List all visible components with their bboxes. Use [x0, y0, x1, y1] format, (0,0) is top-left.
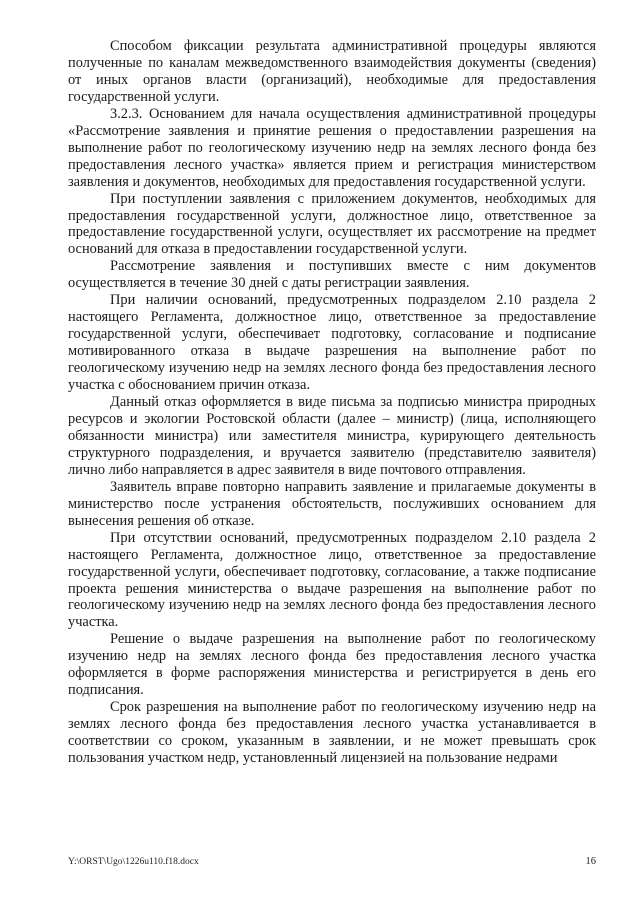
paragraph: При поступлении заявления с приложением документов, необходимых для предоставления государственной услуги, должностное лицо, ответственное за предоставление государственной услуги, осуществляет их рассмотрение на предмет оснований для отказа в предоставлении государственной услуги. — [68, 190, 596, 258]
paragraph: Данный отказ оформляется в виде письма за подписью министра природных ресурсов и экологии Ростовской области (далее – министр) (лица, исполняющего обязанности министра) или заместителя министра, курирующего деятельность структурного подразделения, и вручается заявителю (представителю заявителя) лично либо направляется в адрес заявителя в виде почтового отправления. — [68, 394, 596, 478]
paragraph: 3.2.3. Основанием для начала осуществления административной процедуры «Рассмотрение заявления и принятие решения о предоставлении разрешения на выполнение работ по геологическому изучению недр на землях лесного фонда без предоставления лесного участка» является прием и регистрация министерством заявления и документов, необходимых для предоставления государственной услуги. — [68, 105, 596, 190]
paragraph: Заявитель вправе повторно направить заявление и прилагаемые документы в министерство после устранения обстоятельств, послуживших основанием для вынесения решения об отказе. — [68, 478, 596, 529]
document-body — [68, 38, 596, 767]
paragraph: При наличии оснований, предусмотренных подразделом 2.10 раздела 2 настоящего Регламента, должностное лицо, ответственное за предоставление государственной услуги, обеспечивает подготовку, согласование и подписание мотивированного отказа в выдаче разрешения на выполнение работ по геологическому изучению недр на землях лесного фонда без предоставления лесного участка с обоснованием причин отказа. — [68, 292, 596, 394]
paragraph: Способом фиксации результата административной процедуры являются полученные по каналам межведомственного взаимодействия документы (сведения) от иных органов власти (организаций), необходимые для предоставления государственной услуги. — [68, 38, 596, 105]
page-number: 16 — [585, 856, 596, 867]
paragraph: Срок разрешения на выполнение работ по геологическому изучению недр на землях лесного фонда без предоставления лесного участка устанавливается в соответствии со сроком, указанным в заявлении, и не может превышать срок пользования участком недр, установленный лицензией на пользование недрами — [68, 699, 596, 767]
paragraph: При отсутствии оснований, предусмотренных подразделом 2.10 раздела 2 настоящего Регламента, должностное лицо, ответственное за предоставление государственной услуги, обеспечивает подготовку, согласование, а также подписание проекта решения министерства о выдаче разрешения на выполнение работ по геологическому изучению недр на землях лесного фонда без предоставления лесного участка. — [68, 529, 596, 631]
paragraph: Решение о выдаче разрешения на выполнение работ по геологическому изучению недр на землях лесного фонда без предоставления лесного участка оформляется в форме распоряжения министерства и регистрируется в день его подписания. — [68, 631, 596, 699]
paragraph: Рассмотрение заявления и поступивших вместе с ним документов осуществляется в течение 30 дней с даты регистрации заявления. — [68, 258, 596, 292]
footer-file-path: Y:\ORST\Ugo\1226u110.f18.docx — [68, 857, 199, 867]
